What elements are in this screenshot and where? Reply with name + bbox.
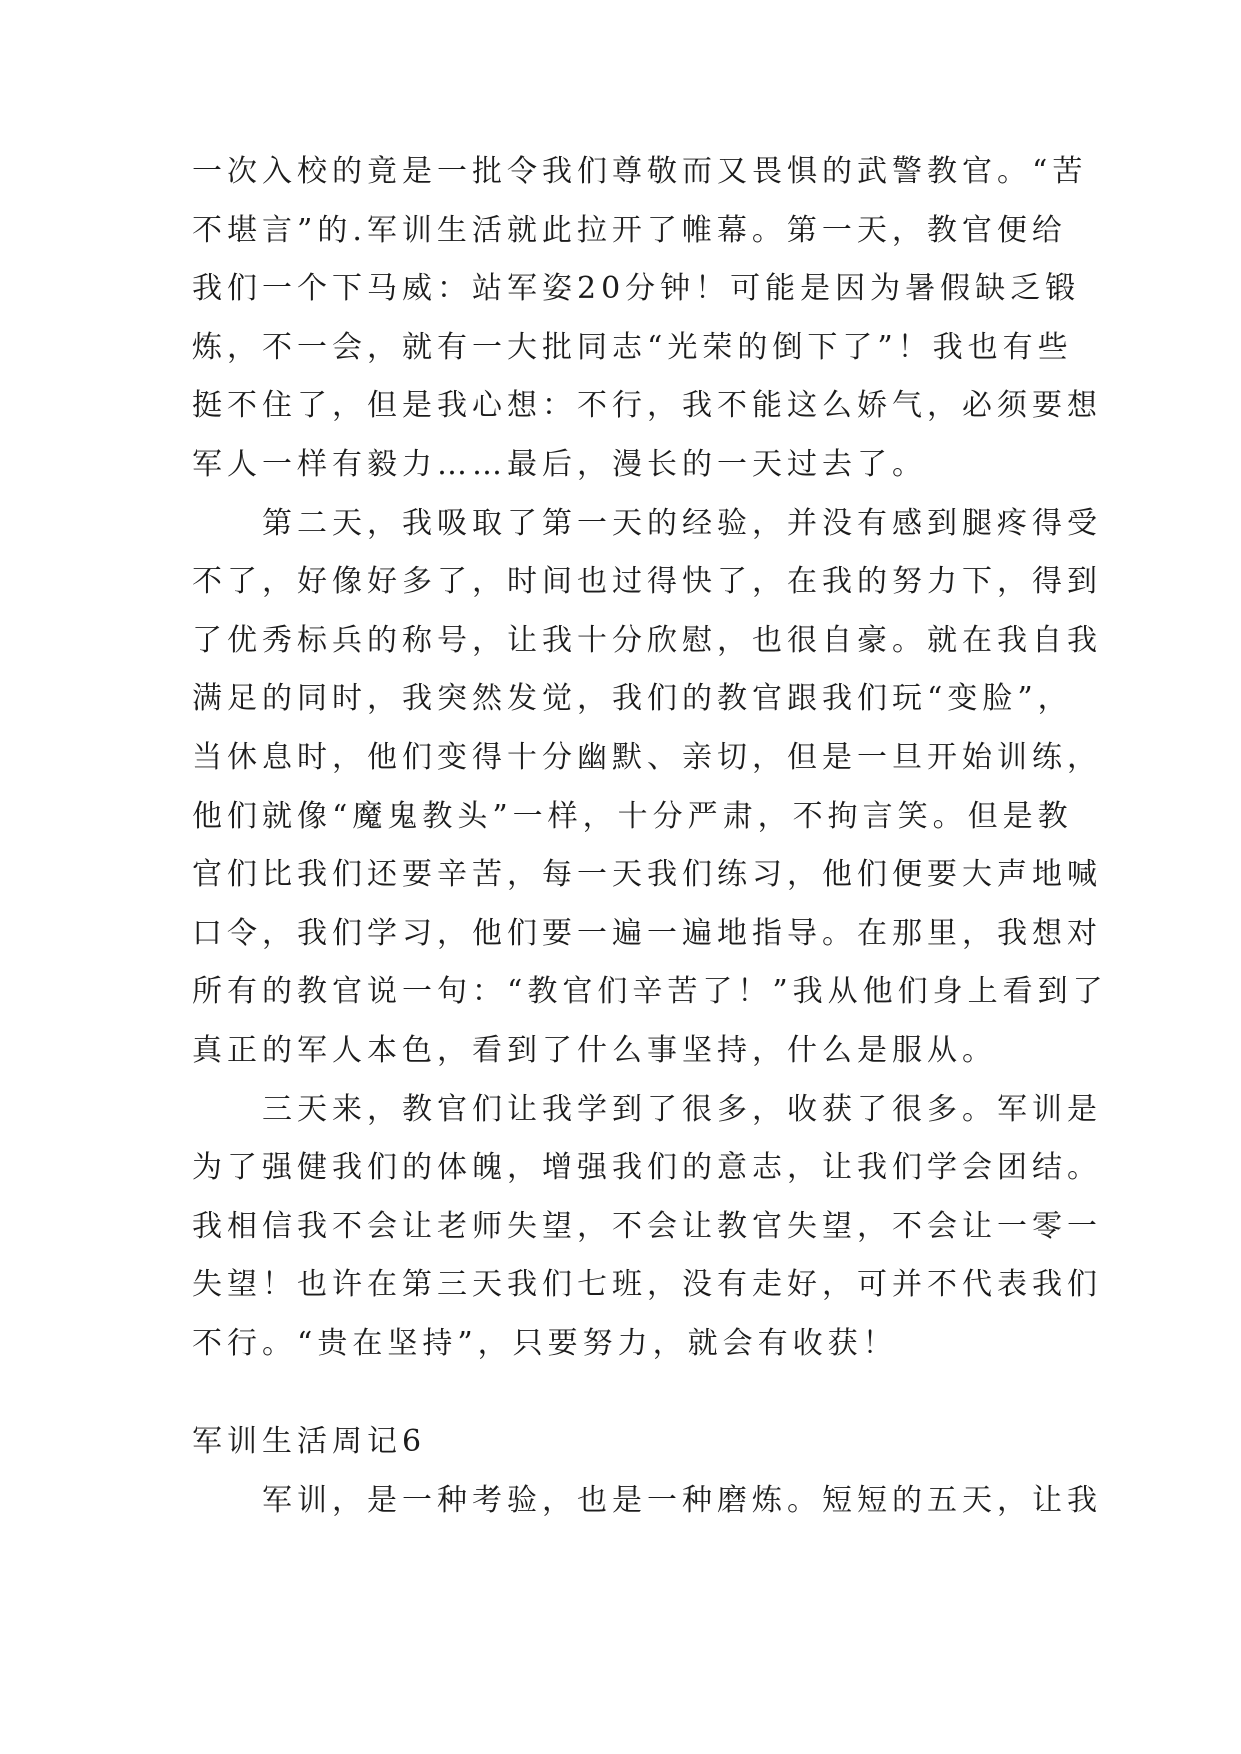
text-line: 官们比我们还要辛苦，每一天我们练习，他们便要大声地喊	[192, 857, 1102, 893]
text-line: 满足的同时，我突然发觉，我们的教官跟我们玩“变脸”，	[192, 681, 1073, 717]
text-line: 所有的教官说一句：“教官们辛苦了！”我从他们身上看到了	[192, 974, 1108, 1010]
text-line: 不了，好像好多了，时间也过得快了，在我的努力下，得到	[192, 564, 1102, 600]
text-line: 第二天，我吸取了第一天的经验，并没有感到腿疼得受	[192, 505, 1102, 541]
text-line: 失望！也许在第三天我们七班，没有走好，可并不代表我们	[192, 1267, 1102, 1303]
text-line: 一次入校的竟是一批令我们尊敬而又畏惧的武警教官。“苦	[192, 154, 1088, 189]
text-line: 三天来，教官们让我学到了很多，收获了很多。军训是	[192, 1091, 1102, 1127]
text-line: 当休息时，他们变得十分幽默、亲切，但是一旦开始训练，	[192, 739, 1102, 775]
text-line: 他们就像“魔鬼教头”一样，十分严肃，不拘言笑。但是教	[192, 798, 1073, 834]
text-line: 了优秀标兵的称号，让我十分欣慰，也很自豪。就在我自我	[192, 622, 1102, 658]
text-line: 真正的军人本色，看到了什么事坚持，什么是服从。	[192, 1032, 997, 1068]
text-line: 军人一样有毅力……最后，漫长的一天过去了。	[192, 446, 927, 482]
text-line: 军训，是一种考验，也是一种磨炼。短短的五天，让我	[192, 1483, 1102, 1519]
text-line: 我们一个下马威：站军姿20分钟！可能是因为暑假缺乏锻	[192, 271, 1081, 307]
document-body	[192, 143, 1108, 1531]
text-line: 不行。“贵在坚持”，只要努力，就会有收获！	[192, 1325, 898, 1361]
text-line: 不堪言”的.军训生活就此拉开了帷幕。第一天，教官便给	[192, 212, 1067, 248]
text-line: 为了强健我们的体魄，增强我们的意志，让我们学会团结。	[192, 1150, 1102, 1186]
text-line: 挺不住了，但是我心想：不行，我不能这么娇气，必须要想	[192, 388, 1102, 424]
text-line: 我相信我不会让老师失望，不会让教官失望，不会让一零一	[192, 1208, 1102, 1244]
text-line: 炼，不一会，就有一大批同志“光荣的倒下了”！我也有些	[192, 329, 1073, 365]
text-line: 口令，我们学习，他们要一遍一遍地指导。在那里，我想对	[192, 915, 1102, 951]
section-title: 军训生活周记6	[192, 1424, 427, 1460]
